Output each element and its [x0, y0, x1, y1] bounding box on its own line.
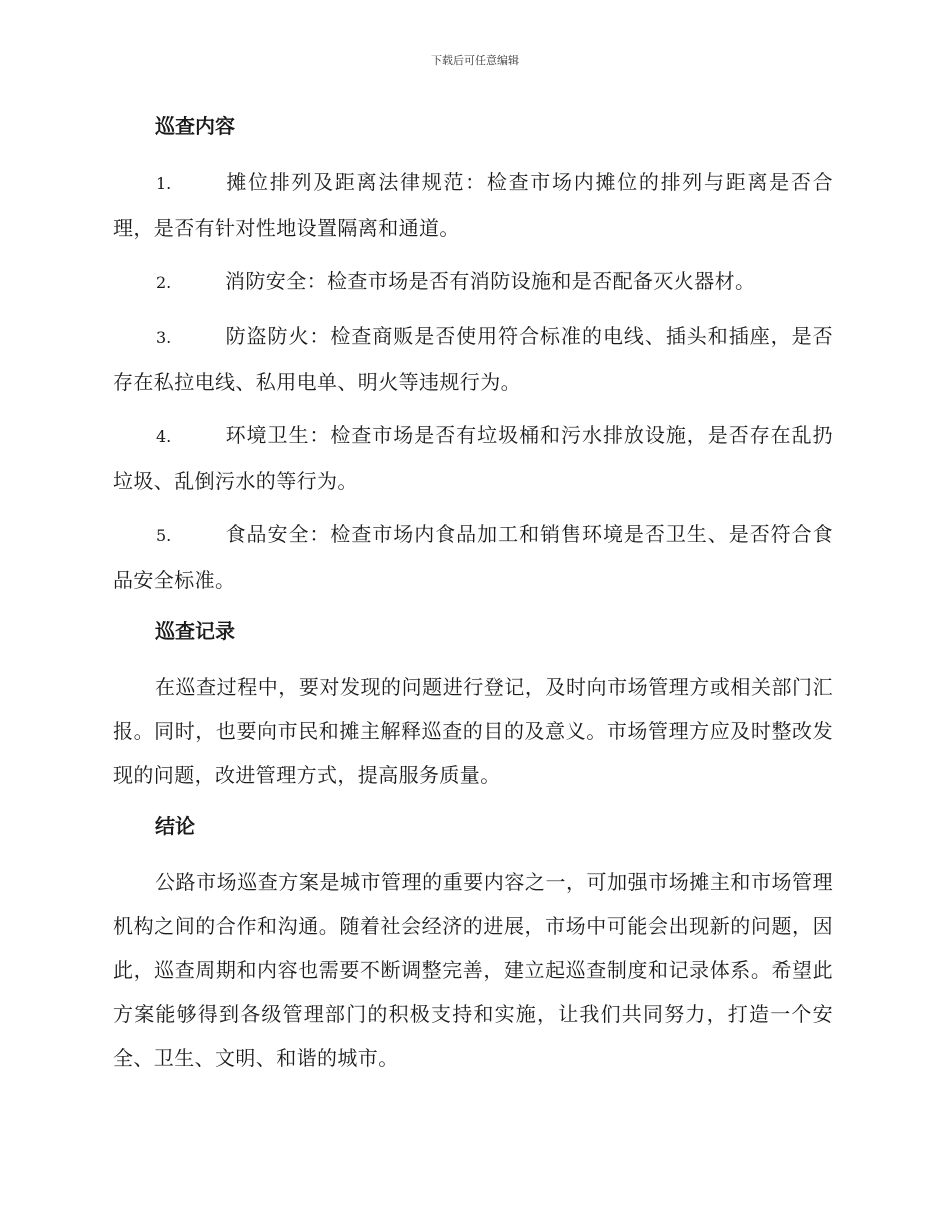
list-item-number: 3.	[156, 328, 172, 347]
list-item	[113, 160, 833, 250]
patrol-record-paragraph: 在巡查过程中，要对发现的问题进行登记，及时向市场管理方或相关部门汇报。同时，也要向市民和摊主解释巡查的目的及意义。市场管理方应及时整改发现的问题，改进管理方式，提高服务质量。	[113, 675, 833, 787]
list-item-number: 4.	[156, 427, 172, 446]
list-item	[113, 259, 833, 305]
list-item-text: 防盗防火：检查商贩是否使用符合标准的电线、插头和插座，是否存在私拉电线、私用电单、明火等违规行为。	[113, 324, 833, 394]
page-header: 下载后可任意编辑	[431, 54, 519, 67]
list-item	[113, 413, 833, 503]
list-item-text: 食品安全：检查市场内食品加工和销售环境是否卫生、是否符合食品安全标准。	[113, 522, 833, 592]
section-heading-patrol-content: 巡查内容	[155, 114, 235, 138]
list-item-text: 环境卫生：检查市场是否有垃圾桶和污水排放设施，是否存在乱扔垃圾、乱倒污水的等行为。	[113, 423, 833, 493]
list-item	[113, 314, 833, 404]
list-item-number: 1.	[156, 174, 172, 193]
section-heading-conclusion: 结论	[155, 814, 195, 838]
list-item-text: 摊位排列及距离法律规范：检查市场内摊位的排列与距离是否合理，是否有针对性地设置隔离和通道。	[113, 170, 833, 240]
document-body	[113, 106, 833, 1089]
section-heading-patrol-record: 巡查记录	[155, 619, 235, 643]
list-item	[113, 512, 833, 602]
conclusion-paragraph: 公路市场巡查方案是城市管理的重要内容之一，可加强市场摊主和市场管理机构之间的合作和沟通。随着社会经济的进展，市场中可能会出现新的问题，因此，巡查周期和内容也需要不断调整完善，建立起巡查制度和记录体系。希望此方案能够得到各级管理部门的积极支持和实施，让我们共同努力，打造一个安全、卫生、文明、和谐的城市。	[113, 870, 833, 1070]
list-item-text: 消防安全：检查市场是否有消防设施和是否配备灭火器材。	[225, 269, 756, 293]
list-item-number: 5.	[156, 526, 172, 545]
list-item-number: 2.	[156, 273, 172, 292]
